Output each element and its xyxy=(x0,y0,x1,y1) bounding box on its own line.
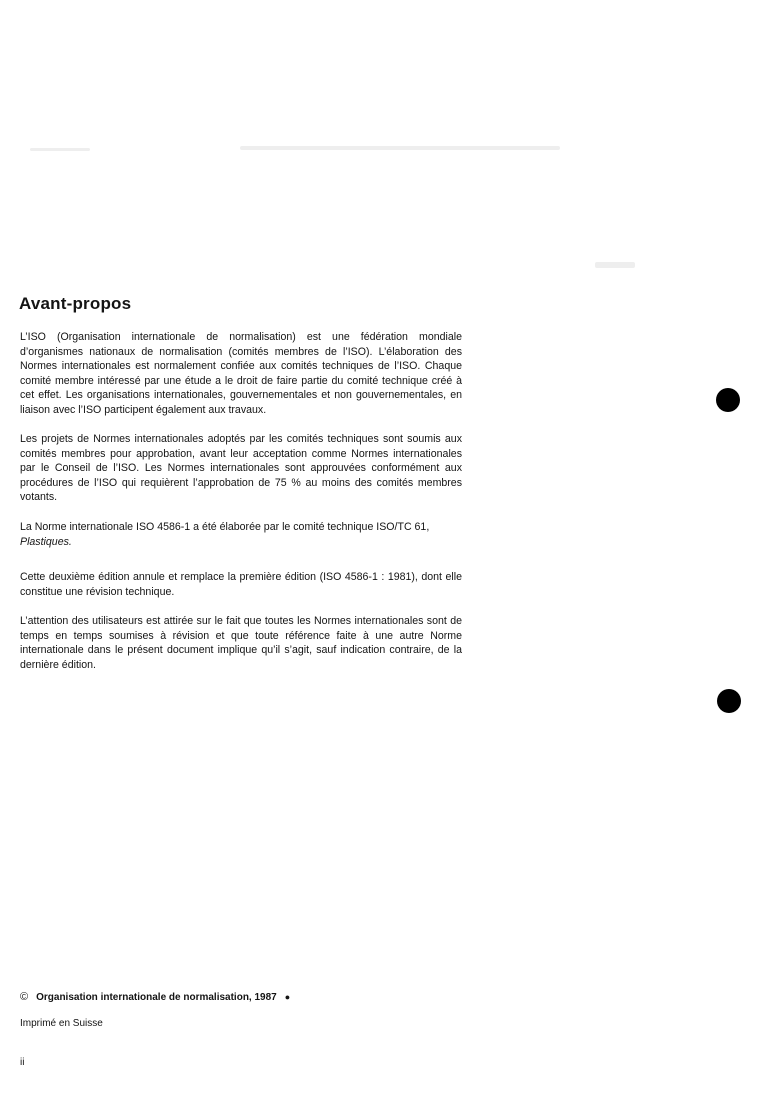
copyright-text: Organisation internationale de normalisation, 1987 xyxy=(36,992,277,1003)
page-number: ii xyxy=(20,1057,25,1068)
paragraph-revision: L’attention des utilisateurs est attirée sur le fait que toutes les Normes internationales sont de temps en temps soumises à révision et que toute référence faite à une autre Norme internationale dans le présent document implique qu’il s’agit, sauf indication contraire, de la dernière édition. xyxy=(20,615,462,671)
printed-in: Imprimé en Suisse xyxy=(20,1018,103,1029)
paragraph-approval: Les projets de Normes internationales adoptés par les comités techniques sont soumis aux comités membres pour approbation, avant leur acceptation comme Normes internationales par le Conseil de l’ISO. Les Normes internationales sont approuvées conformément aux procédures de l’ISO qui requièrent l’approbation de 75 % au moins des comités membres votants. xyxy=(20,433,462,504)
copyright-icon: © xyxy=(20,991,29,1003)
committee-name: Plastiques. xyxy=(20,535,72,548)
paragraph-committee xyxy=(20,520,462,549)
copyright-line xyxy=(20,991,290,1003)
paragraph-organisation: L’ISO (Organisation internationale de normalisation) est une fédération mondiale d’organismes nationaux de normalisation (comités membres de l’ISO). L’élaboration des Normes internationales est normalement confiée aux comités techniques de l’ISO. Chaque comité membre intéressé par une étude a le droit de faire partie du comité technique créé à cet effet. Les organisations internationales, gouvernementales et non gouvernementales, en liaison avec l’ISO participent également aux travaux. xyxy=(20,331,462,416)
paragraph-edition: Cette deuxième édition annule et remplace la première édition (ISO 4586-1 : 1981), dont elle constitue une révision technique. xyxy=(20,571,462,598)
scan-artifact xyxy=(240,146,560,150)
committee-text: La Norme internationale ISO 4586-1 a été élaborée par le comité technique ISO/TC 61, xyxy=(20,521,430,533)
section-heading: Avant-propos xyxy=(19,294,132,313)
punch-hole-icon xyxy=(716,388,740,412)
bullet-icon: ● xyxy=(284,992,291,1002)
scan-artifact xyxy=(595,262,635,268)
punch-hole-icon xyxy=(717,689,741,713)
scan-artifact xyxy=(30,148,90,151)
